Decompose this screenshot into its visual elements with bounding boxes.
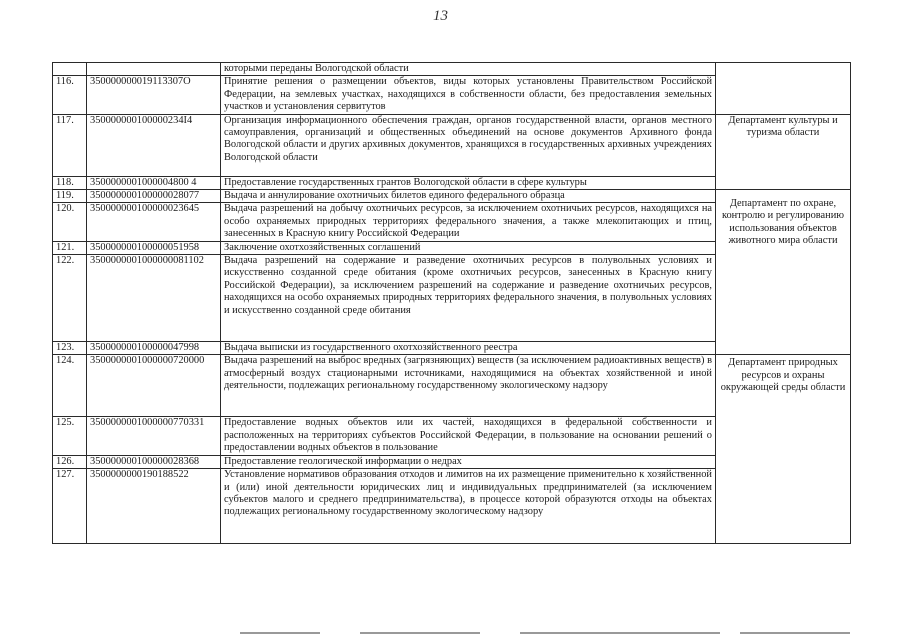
service-code: 3500000001000000081102 [87,255,221,342]
service-name: Установление нормативов образования отходов и лимитов на их размещение применительно к хозяйственной и (или) иной деятельности юридических лиц и индивидуальных предпринимателей (за исключением субъектов малого и среднего предпринимательства), в процессе которой образуются отходы на объектах подлежащих региональному государственному экологическому надзору [221,469,716,544]
scan-artifact-line [360,632,480,634]
service-code: 350000000100000023645 [87,203,221,241]
service-code: 350000000100000051958 [87,241,221,254]
service-code: 350000000019113307О [87,76,221,114]
row-number: 120. [53,203,87,241]
service-code: 3500000000190188522 [87,469,221,544]
table-row [53,190,851,203]
service-code: 3500000001000000770331 [87,417,221,455]
row-number: 125. [53,417,87,455]
page-number: 13 [433,8,448,24]
service-name: Выдача разрешений на выброс вредных (загрязняющих) веществ (за исключением радиоактивных веществ) в атмосферный воздух стационарными источниками, находящимися на объектах хозяйственной и иной деятельности, подлежащих региональному государственному экологическому надзору [221,355,716,417]
service-code: 350000000100000234І4 [87,114,221,176]
scan-artifact-line [240,632,320,634]
service-code: 350000000100000028368 [87,455,221,468]
service-code: 3500000001000004800 4 [87,176,221,189]
service-code: 350000000100000047998 [87,342,221,355]
row-number: 118. [53,176,87,189]
row-number: 127. [53,469,87,544]
services-table [52,62,851,544]
row-number: 119. [53,190,87,203]
scan-artifact-line [740,632,850,634]
table-row [53,114,851,176]
service-name: Выдача разрешений на содержание и разведение охотничьих ресурсов в полувольных условиях и искусственно созданной среде обитания (кроме охотничьих ресурсов, занесенных в Красную книгу Российской Федерации), за исключением разрешений на содержание и разведение охотничьих ресурсов, находящихся на особо охраняемых природных территориях федерального значения, в полувольных условиях и искусственно созданной среде обитания [221,255,716,342]
service-code: 3500000001000000720000 [87,355,221,417]
row-number [53,63,87,76]
service-code: 350000000100000028077 [87,190,221,203]
service-name: Принятие решения о размещении объектов, виды которых установлены Правительством Российской Федерации, на землевых участках, находящихся в собственности области, без предоставления земельных участков и установления сервитутов [221,76,716,114]
row-number: 126. [53,455,87,468]
row-number: 121. [53,241,87,254]
row-number: 117. [53,114,87,176]
service-name: Заключение охотхозяйственных соглашений [221,241,716,254]
row-number: 124. [53,355,87,417]
service-name: Выдача разрешений на добычу охотничьих ресурсов, за исключением охотничьих ресурсов, находящихся на особо охраняемых природных территориях федерального значения, а также млекопитающих и птиц, занесенных в Красную книгу Российской Федерации [221,203,716,241]
department-wildlife: Департамент по охране, контролю и регулированию использования объектов животного мира области [716,190,851,355]
service-name: Предоставление водных объектов или их частей, находящихся в федеральной собственности и расположенных на территориях субъектов Российской Федерации, в пользование на основании решений о предоставлении водных объектов в пользование [221,417,716,455]
service-name: Предоставление геологической информации о недрах [221,455,716,468]
service-name: которыми переданы Вологодской области [221,63,716,76]
service-name: Выдача и аннулирование охотничьих билетов единого федерального образца [221,190,716,203]
department-cell-empty [716,63,851,115]
scan-artifact-line [520,632,720,634]
service-code [87,63,221,76]
table-row [53,63,851,76]
service-name: Организация информационного обеспечения граждан, органов государственной власти, органов местного самоуправления, организаций и общественных объединений на основе документов Архивного фонда Вологодской области и других архивных документов, хранящихся в государственных архивных учреждениях Вологодской области [221,114,716,176]
row-number: 122. [53,255,87,342]
row-number: 123. [53,342,87,355]
department-culture: Департамент культуры и туризма области [716,114,851,189]
row-number: 116. [53,76,87,114]
department-nature: Департамент природных ресурсов и охраны окружающей среды области [716,355,851,544]
service-name: Выдача выписки из государственного охотхозяйственного реестра [221,342,716,355]
service-name: Предоставление государственных грантов Вологодской области в сфере культуры [221,176,716,189]
table-row [53,355,851,417]
